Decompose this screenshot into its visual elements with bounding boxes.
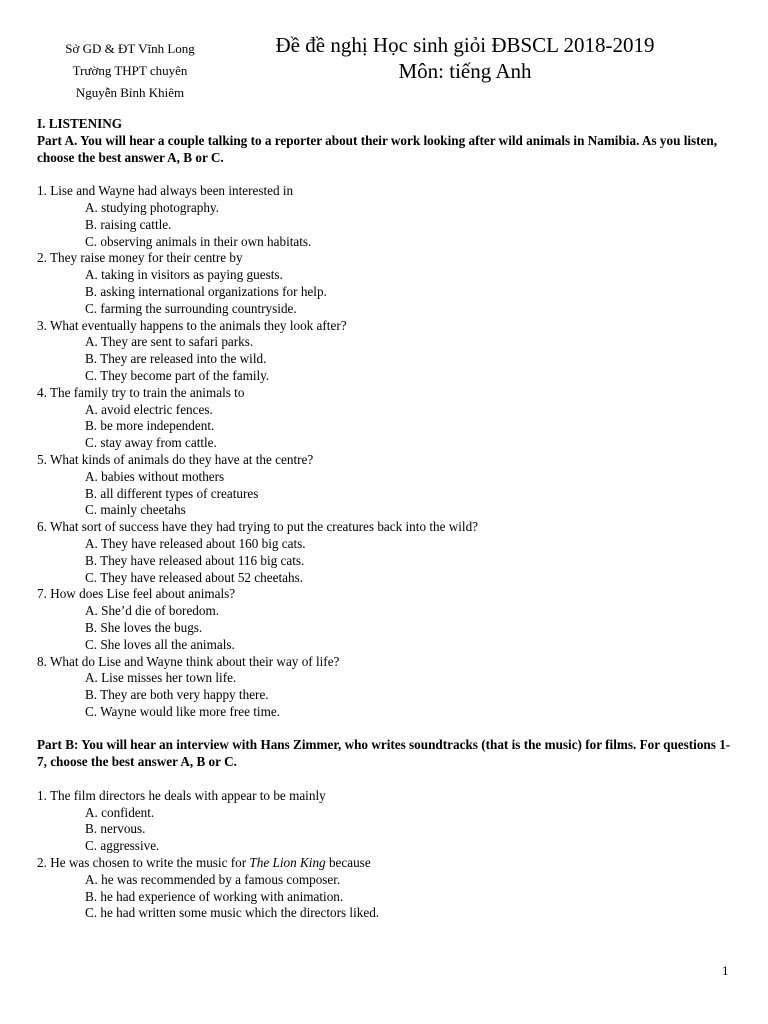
answer-option: B. They are released into the wild.	[85, 351, 267, 367]
question: 7. How does Lise feel about animals?	[37, 586, 236, 602]
answer-option: B. They have released about 116 big cats.	[85, 552, 305, 568]
part-a-questions	[37, 183, 737, 721]
question: 1. The film directors he deals with appear to be mainly	[37, 787, 326, 803]
section-title: I. LISTENING	[37, 116, 123, 131]
answer-option: C. observing animals in their own habitats.	[85, 233, 312, 249]
answer-option: A. She’d die of boredom.	[85, 603, 220, 619]
question: 8. What do Lise and Wayne think about their way of life?	[37, 653, 340, 669]
answer-option: C. farming the surrounding countryside.	[85, 300, 297, 316]
part-b-questions	[37, 788, 737, 922]
exam-title: Đề đề nghị Học sinh giỏi ĐBSCL 2018-2019	[275, 33, 655, 57]
exam-subject: Môn: tiếng Anh	[398, 59, 532, 83]
answer-option: B. he had experience of working with animation.	[85, 888, 344, 904]
department-name: Sở GD & ĐT Vĩnh Long	[65, 41, 195, 56]
answer-option: C. They have released about 52 cheetahs.	[85, 569, 303, 585]
question: 2. They raise money for their centre by	[37, 250, 243, 266]
answer-option: A. confident.	[85, 804, 155, 820]
question-text: because	[325, 855, 371, 871]
answer-option: A. They have released about 160 big cats.	[85, 535, 306, 551]
answer-option: B. be more independent.	[85, 418, 215, 434]
question: 1. Lise and Wayne had always been interested in	[37, 183, 294, 199]
question	[37, 855, 737, 872]
question: 6. What sort of success have they had trying to put the creatures back into the wild?	[37, 519, 479, 535]
answer-option: C. Wayne would like more free time.	[85, 703, 280, 719]
answer-option: C. stay away from cattle.	[85, 435, 217, 451]
answer-option: A. Lise misses her town life.	[85, 670, 237, 686]
exam-header	[230, 32, 700, 84]
answer-option: A. he was recommended by a famous composer.	[85, 871, 341, 887]
film-title: The Lion King	[249, 855, 326, 871]
school-name: Nguyễn Bỉnh Khiêm	[75, 85, 185, 100]
answer-option: B. all different types of creatures	[85, 485, 259, 501]
answer-option: B. She loves the bugs.	[85, 619, 203, 635]
question: 3. What eventually happens to the animals they look after?	[37, 317, 347, 333]
question: 5. What kinds of animals do they have at the centre?	[37, 451, 314, 467]
answer-option: A. taking in visitors as paying guests.	[85, 267, 283, 283]
answer-option: C. he had written some music which the directors liked.	[85, 905, 380, 921]
part-b-instruction: Part B: You will hear an interview with Hans Zimmer, who writes soundtracks (that is the music) for films. For questions 1-7, choose the best answer A, B or C.	[37, 737, 731, 770]
part-a-instruction: Part A. You will hear a couple talking to a reporter about their work looking after wild animals in Namibia. As you listen, choose the best answer A, B or C.	[37, 132, 718, 165]
answer-option: A. They are sent to safari parks.	[85, 334, 254, 350]
answer-option: B. They are both very happy there.	[85, 687, 269, 703]
answer-option: C. mainly cheetahs	[85, 502, 186, 518]
answer-option: C. aggressive.	[85, 838, 160, 854]
answer-option: A. babies without mothers	[85, 468, 225, 484]
school-type: Trường THPT chuyên	[72, 63, 188, 78]
answer-option: B. nervous.	[85, 821, 146, 837]
page-number: 1	[722, 963, 729, 978]
answer-option: C. They become part of the family.	[85, 367, 270, 383]
answer-option: B. asking international organizations for help.	[85, 283, 327, 299]
question: 4. The family try to train the animals to	[37, 384, 245, 400]
school-header	[40, 38, 220, 104]
answer-option: B. raising cattle.	[85, 216, 172, 232]
answer-option: A. avoid electric fences.	[85, 401, 213, 417]
answer-option: C. She loves all the animals.	[85, 636, 235, 652]
question-text: 2. He was chosen to write the music for	[37, 855, 250, 871]
answer-option: A. studying photography.	[85, 199, 219, 215]
exam-content	[37, 116, 737, 922]
